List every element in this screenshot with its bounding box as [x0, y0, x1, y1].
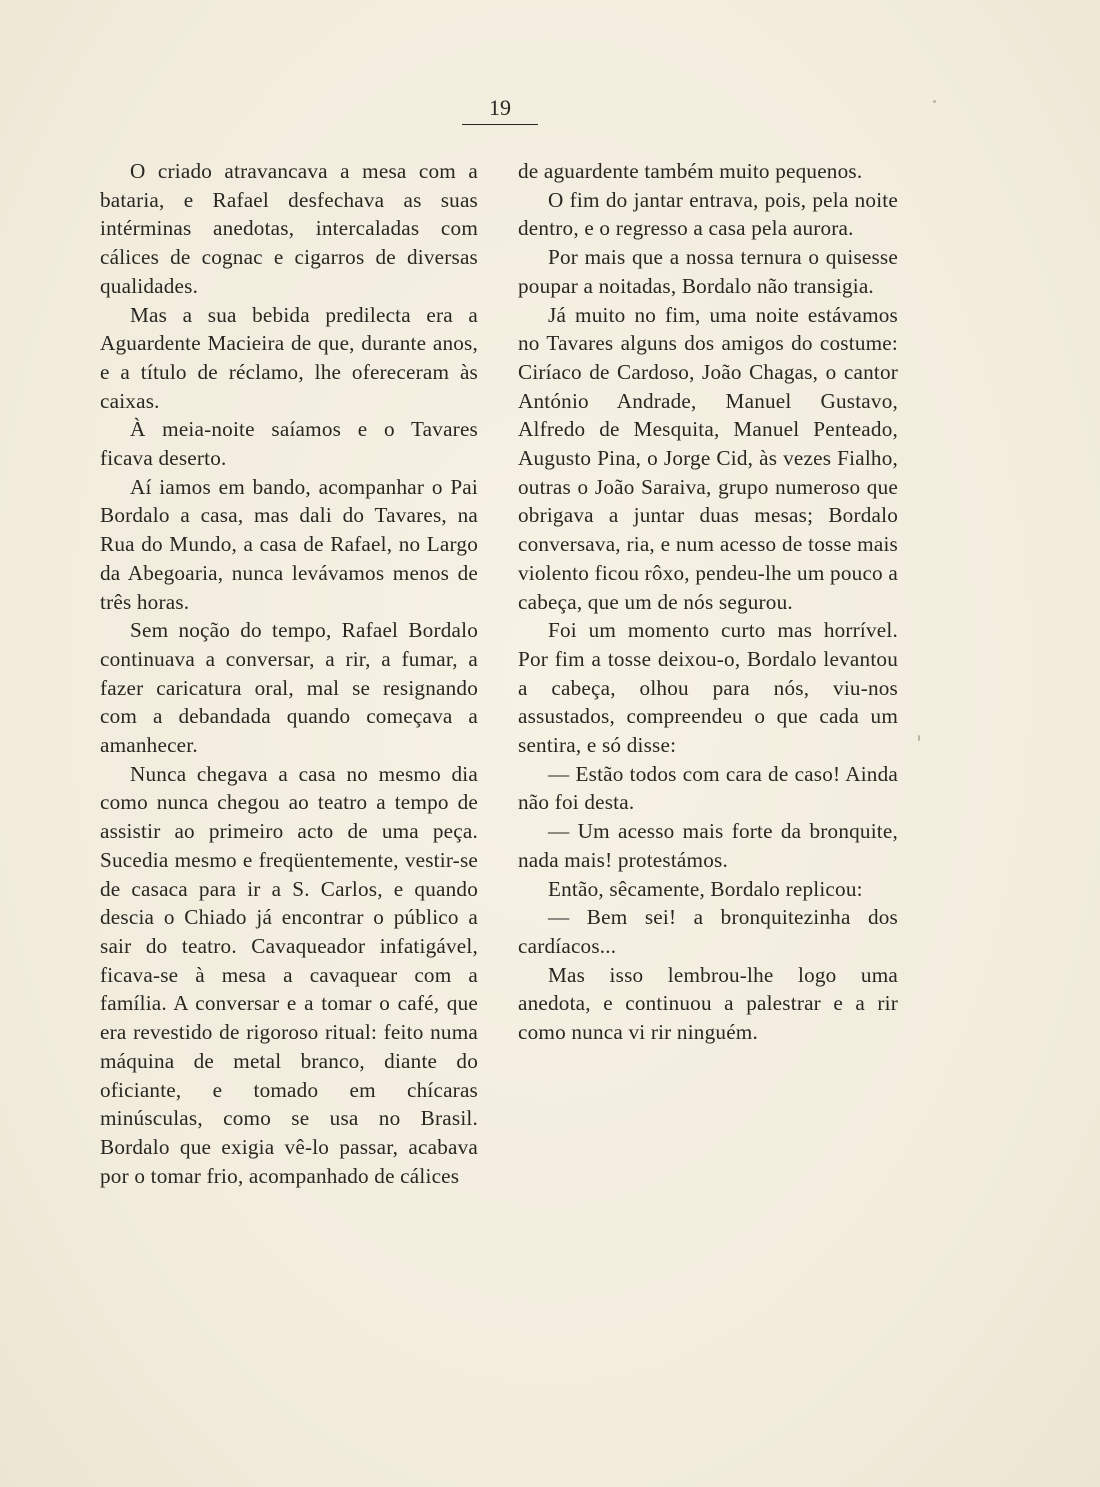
paper-speck [933, 100, 936, 103]
paragraph: Sem noção do tempo, Rafael Bordalo continuava a conversar, a rir, a fumar, a fazer caricatura oral, mal se resignando com a debandada quando começava a amanhecer. [100, 618, 478, 758]
paragraph: À meia-noite saíamos e o Tavares ficava deserto. [100, 417, 478, 471]
paragraph: Então, sêcamente, Bordalo replicou: [548, 876, 863, 901]
paragraph: Aí iamos em bando, acompanhar o Pai Bordalo a casa, mas dali do Tavares, na Rua do Mundo, a casa de Rafael, no Largo da Abegoaria, nunca levávamos menos de três horas. [100, 474, 478, 614]
paragraph-continuation: de aguardente também muito pequenos. [518, 159, 863, 183]
paragraph: Foi um momento curto mas horrível. Por fim a tosse deixou-o, Bordalo levantou a cabeça, olhou para nós, viu-nos assustados, compreendeu o que cada um sentira, e só disse: [518, 618, 898, 758]
dialogue-line: — Um acesso mais forte da bronquite, nada mais! protestámos. [518, 819, 898, 872]
paragraph: Nunca chegava a casa no mesmo dia como nunca chegou ao teatro a tempo de assistir ao primeiro acto de uma peça. Sucedia mesmo e freqüentemente, vestir-se de casaca para ir a S. Carlos, e quando descia o Chiado já encontrar o público a sair do teatro. Cavaqueador infatigável, ficava-se à mesa a cavaquear com a família. A conversar e a tomar o café, que era revestido de rigoroso ritual: feito numa máquina de metal branco, diante do oficiante, e tomado em chícaras minúsculas, como se usa no Brasil. Bordalo que exigia vê-lo passar, acabava por o tomar frio, acompanhado de cálices [100, 761, 478, 1188]
paragraph: Mas a sua bebida predilecta era a Aguardente Macieira de que, durante anos, e a título de réclamo, lhe ofereceram às caixas. [100, 302, 478, 413]
paper-speck [918, 735, 920, 741]
right-text-column [518, 157, 898, 1047]
paragraph: Mas isso lembrou-lhe logo uma anedota, e continuou a palestrar e a rir como nunca vi rir ninguém. [518, 962, 898, 1045]
page-number: 19 [462, 94, 538, 125]
paragraph: O fim do jantar entrava, pois, pela noite dentro, e o regresso a casa pela aurora. [518, 187, 898, 241]
dialogue-line: — Bem sei! a bronquitezinha dos cardíacos... [518, 905, 898, 958]
dialogue-line: — Estão todos com cara de caso! Ainda não foi desta. [518, 761, 898, 815]
paragraph: Já muito no fim, uma noite estávamos no Tavares alguns dos amigos do costume: Ciríaco de Cardoso, João Chagas, o cantor António Andrade, Manuel Gustavo, Alfredo de Mesquita, Manuel Penteado, Augusto Pina, o Jorge Cid, às vezes Fialho, outras o João Saraiva, grupo numeroso que obrigava a juntar duas mesas; Bordalo conversava, ria, e num acesso de tosse mais violento ficou rôxo, pendeu-lhe um pouco a cabeça, que um de nós segurou. [518, 302, 898, 614]
left-text-column [100, 157, 478, 1190]
paragraph: Por mais que a nossa ternura o quisesse poupar a noitadas, Bordalo não transigia. [518, 245, 898, 298]
paragraph: O criado atravancava a mesa com a bataria, e Rafael desfechava as suas intérminas anedotas, intercaladas com cálices de cognac e cigarros de diversas qualidades. [100, 159, 478, 298]
